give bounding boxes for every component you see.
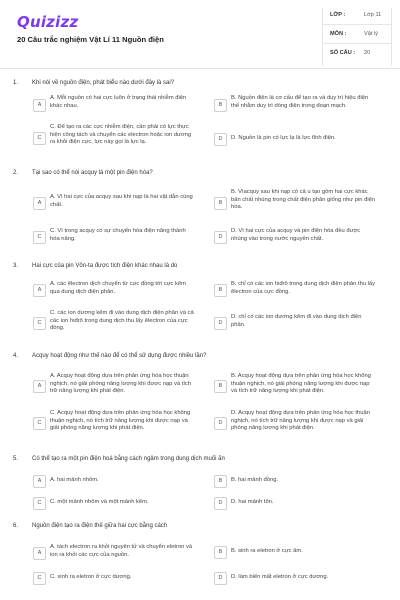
option-letter-box: A [33, 197, 46, 210]
info-key: SỐ CÂU : [330, 50, 356, 56]
question-number: 5. [13, 456, 19, 462]
option-letter-box: B [214, 284, 227, 297]
option-letter-box: A [33, 99, 46, 112]
option-letter-box: B [214, 475, 227, 488]
question-text: Hai cực của pin Vôn-ta được tích điện khác nhau là do [32, 263, 178, 269]
worksheet-header [0, 0, 400, 68]
option-letter-box: D [214, 497, 227, 510]
info-panel [322, 8, 392, 66]
option-text: B. Acquy hoạt động dựa trên phản ứng hóa học không thuận nghịch, nó giải phóng năng lượng khi được nạp và tích trữ năng lượng khi phát điện. [231, 373, 371, 395]
question-text: Tại sao có thể nói acquy là một pin điện hóa? [32, 170, 153, 176]
option-text: C. Để tạo ra các cực nhiễm điện, cần phải có lực thực hiện công tách và chuyển các electron hoặc ion dương ra khỏi điện cực, lực này gọi là lực lạ. [50, 124, 192, 146]
quizizz-logo: Quizizz [17, 13, 79, 31]
option-letter-box: A [33, 475, 46, 488]
info-row-subject [330, 27, 390, 42]
option-text: A. Acquy hoạt động dựa trên phản ứng hóa học thuận nghịch, nó giải phóng năng lượng khi được nạp và tích trữ năng lượng khi phát điện. [50, 373, 192, 395]
option-text: B. sinh ra eletron ở cực âm. [231, 548, 303, 554]
question-number: 1. [13, 80, 19, 86]
header-divider [0, 68, 400, 69]
option-text: B. Vìacquy sau khi nạp có cả u tạo gồm hai cực khác bản chất nhúng trong chất điện phân giống như pin điện hóa. [231, 189, 376, 211]
option-text: D. Nguồn là pin có lực lạ là lực tĩnh điện. [231, 135, 336, 141]
option-text: D. Vì hai cực của acquy và pin điện hóa đều được nhúng vào trong nước nguyên chất. [231, 228, 361, 242]
divider [323, 24, 391, 25]
option-text: C. Vì trong acquy có sự chuyển hóa điện năng thành hóa năng. [50, 228, 186, 242]
option-text: A. các êlectron dịch chuyển từ cực đồng tới cực kẽm qua dung dịch điện phân. [50, 281, 186, 295]
option-text: A. tách electron ra khỏi nguyên tử và chuyển eletron và ion ra khỏi các cực của nguồn. [50, 544, 193, 558]
info-key: MÔN : [330, 31, 347, 37]
option-letter-box: D [214, 133, 227, 146]
option-letter-box: A [33, 380, 46, 393]
option-text: B. chỉ có các ion hiđrô trong dung dịch điện phân thu lấy êlectron của cực đồng. [231, 281, 376, 295]
option-text: D. Acquy hoạt động dựa trên phản ứng hóa học thuận nghịch, nó tích trữ năng lượng khi được nạp và giải phóng năng lượng khi phát điện. [231, 410, 370, 432]
option-text: C. sinh ra eletron ở cực dương. [50, 574, 132, 580]
question-text: Nguồn điện tạo ra điện thế giữa hai cực bằng cách [32, 523, 168, 529]
divider [323, 43, 391, 44]
info-value: Vật lý [364, 31, 378, 37]
option-letter-box: A [33, 547, 46, 560]
info-row-count [330, 46, 390, 61]
worksheet-title: 20 Câu trắc nghiệm Vật Lí 11 Nguồn điện [17, 35, 164, 44]
option-text: C. Acquy hoạt động dựa trên phản ứng hóa học không thuận nghịch, nó tích trữ năng lượng khi được nạp và giải phóng năng lượng khi phát điện. [50, 410, 191, 432]
option-letter-box: A [33, 284, 46, 297]
option-text: D. hai mảnh tôn. [231, 499, 274, 505]
option-text: C. một mảnh nhôm và một mảnh kẽm. [50, 499, 149, 505]
option-text: D. chỉ có các ion dương kẽm đi vào dung dịch điện phân. [231, 314, 362, 328]
question-text: Khi nói về nguồn điện, phát biểu nào dưới đây là sai? [32, 80, 175, 86]
option-text: C. các ion dương kẽm đi vào dung dịch điện phân và cả các ion hiđrô trong dung dịch thu lấy êlectron của cực đồng. [50, 310, 194, 332]
info-value: 20 [364, 50, 371, 56]
info-value: Lớp 11 [364, 12, 382, 18]
option-letter-box: D [214, 572, 227, 585]
question-number: 4. [13, 353, 19, 359]
option-letter-box: B [214, 380, 227, 393]
question-number: 3. [13, 263, 19, 269]
option-letter-box: D [214, 417, 227, 430]
option-letter-box: D [214, 317, 227, 330]
question-number: 6. [13, 523, 19, 529]
option-letter-box: B [214, 197, 227, 210]
option-text: A. hai mảnh nhôm. [50, 477, 99, 483]
option-text: B. Nguồn điện là cơ cấu để tạo ra và duy trì hiệu điện thế nhằm duy trì dòng điện trong đoạn mạch. [231, 95, 369, 109]
option-text: A. Mỗi nguồn có hai cực luôn ở trạng thái nhiễm điện khác nhau. [50, 95, 187, 109]
option-text: A. Vì hai cực của acquy sau khi nạp là hai vật dẫn cùng chất. [50, 194, 193, 208]
option-letter-box: C [33, 317, 46, 330]
info-key: LỚP : [330, 12, 346, 18]
option-letter-box: C [33, 132, 46, 145]
option-letter-box: C [33, 231, 46, 244]
option-letter-box: B [214, 546, 227, 559]
question-text: Acquy hoạt động như thế nào để có thể sử dụng được nhiều lần? [32, 353, 207, 359]
option-text: B. hai mảnh đồng. [231, 477, 279, 483]
question-number: 2. [13, 170, 19, 176]
question-text: Có thể tạo ra một pin điện hoá bằng cách ngâm trong dung dịch muối ăn [32, 456, 225, 462]
option-letter-box: B [214, 99, 227, 112]
option-letter-box: D [214, 231, 227, 244]
option-letter-box: C [33, 572, 46, 585]
info-row-class [330, 8, 390, 23]
option-letter-box: C [33, 417, 46, 430]
option-text: D. làm biến mất eletron ở cực dương. [231, 574, 329, 580]
option-letter-box: C [33, 497, 46, 510]
